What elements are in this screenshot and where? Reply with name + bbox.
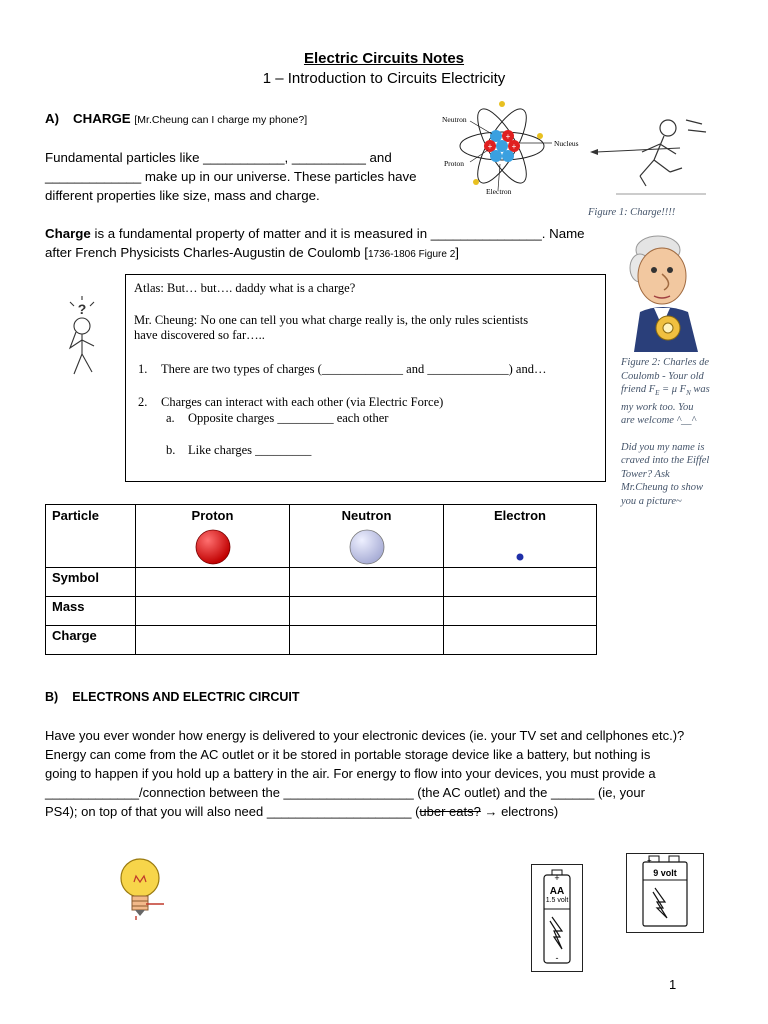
list-text: Like charges _________	[188, 443, 312, 457]
atom-diagram	[440, 98, 590, 198]
page-number: 1	[669, 977, 677, 992]
dialogue-cheung	[134, 313, 599, 343]
paragraph-line: Energy can come from the AC outlet or it be stored in portable storage device like a battery, but nothing is	[45, 747, 651, 762]
electron-dot	[473, 179, 479, 185]
caption-line: my work too. You	[621, 401, 694, 413]
nine-volt-battery-icon	[627, 854, 703, 932]
header-label: Neutron	[341, 508, 392, 523]
strikethrough-text: uber eats?	[419, 804, 481, 819]
list-number: 1.	[138, 362, 148, 376]
table-header-row	[46, 505, 597, 568]
section-b-heading	[45, 690, 300, 704]
paragraph-line: Have you ever wonder how energy is delivered to your electronic devices (ie. your TV set and cellphones etc.)?	[45, 728, 685, 743]
coulomb-portrait	[618, 230, 718, 352]
caption-line: Tower? Ask	[621, 468, 670, 480]
table-header-neutron	[290, 505, 444, 568]
formula-subscript: E	[655, 389, 660, 398]
list-letter: a.	[166, 411, 175, 425]
caption-line: Mr.Cheung to show	[621, 482, 703, 494]
paragraph-line: Fundamental particles like ___________, __________ and	[45, 150, 392, 165]
row-label-mass: Mass	[46, 597, 136, 626]
section-b-paragraph	[45, 726, 735, 821]
table-cell	[290, 597, 444, 626]
paragraph-line: after French Physicists Charles-Augustin de Coulomb [	[45, 245, 368, 260]
caption-line: Figure 2: Charles de	[621, 357, 709, 368]
nucleus-label: Nucleus	[554, 139, 579, 148]
question-mark: ?	[77, 301, 87, 317]
list-text: There are two types of charges (_____________ and _____________) and…	[161, 362, 547, 376]
bracket: ]	[455, 245, 459, 260]
figure2-caption	[621, 356, 731, 508]
dialogue-atlas: Atlas: But… but…. daddy what is a charge?	[134, 281, 356, 295]
paragraph-line: different properties like size, mass and charge.	[45, 188, 320, 203]
table-cell	[444, 568, 597, 597]
electron-label: Electron	[486, 187, 512, 196]
table-cell	[290, 568, 444, 597]
caption-line: are welcome ^__^	[621, 415, 696, 427]
header-label: Proton	[191, 508, 234, 523]
dialogue-box	[125, 274, 606, 482]
table-row	[46, 568, 597, 597]
caption-line: craved into the Eiffel	[621, 455, 710, 467]
battery-plus: +	[554, 873, 560, 883]
formula-subscript: N	[686, 389, 691, 398]
list-number: 2.	[138, 395, 148, 409]
formula-text: was	[690, 384, 710, 395]
neutron-label: Neutron	[442, 115, 467, 124]
paragraph-line: going to happen if you hold up a battery in the air. For energy to flow into your devices, you must provide a	[45, 766, 656, 781]
caption-line: Did you my name is	[621, 441, 705, 453]
row-label-charge: Charge	[46, 626, 136, 655]
caption-line: friend F	[621, 384, 656, 395]
light-bulb-icon	[116, 856, 168, 922]
paragraph-line: is a fundamental property of matter and it is measured in _______________. Name	[90, 226, 585, 241]
row-label-symbol: Symbol	[46, 568, 136, 597]
figure1-caption: Figure 1: Charge!!!!	[588, 207, 676, 218]
table-cell	[136, 626, 290, 655]
proton-sign: +	[487, 142, 493, 151]
proton-label: Proton	[444, 159, 465, 168]
table-header-particle: Particle	[46, 505, 136, 568]
list-item-1	[138, 362, 547, 377]
aa-voltage: 1.5 volt	[545, 897, 569, 904]
table-row	[46, 626, 597, 655]
thinking-figure	[60, 292, 108, 380]
caption-line: you a picture~	[621, 495, 682, 507]
paragraph-line: _____________ make up in our universe. These particles have	[45, 169, 417, 184]
dialogue-line: Mr. Cheung: No one can tell you what charge really is, the only rules scientists	[134, 313, 529, 327]
nine-volt-label: 9 volt	[653, 868, 677, 878]
section-a-title: CHARGE	[73, 111, 131, 126]
table-header-proton	[136, 505, 290, 568]
table-header-electron	[444, 505, 597, 568]
list-text: Charges can interact with each other (via Electric Force)	[161, 395, 444, 409]
table-cell	[290, 626, 444, 655]
list-item-2a	[166, 411, 389, 426]
list-letter: b.	[166, 443, 176, 457]
table-cell	[136, 568, 290, 597]
dialogue-line: have discovered so far…..	[134, 328, 265, 342]
formula-text: = μ F	[659, 384, 687, 395]
aa-label: AA	[549, 886, 565, 897]
charge-term: Charge	[45, 226, 91, 241]
paragraph-line: PS4); on top of that you will also need ____________________ (	[45, 804, 420, 819]
particles-paragraph	[45, 148, 425, 205]
section-a-note: [Mr.Cheung can I charge my phone?]	[134, 114, 308, 126]
caption-line: Coulomb - Your old	[621, 370, 704, 382]
neutron-ball	[347, 527, 387, 567]
list-text: Opposite charges _________ each other	[188, 411, 389, 425]
battery-minus: -	[555, 953, 559, 963]
section-b-label: B)	[45, 690, 59, 704]
section-a-label: A)	[45, 111, 60, 126]
page-subtitle: 1 – Introduction to Circuits Electricity	[262, 70, 506, 87]
proton-sign: +	[505, 132, 511, 141]
section-a-heading	[45, 111, 307, 126]
proton-sign: +	[511, 142, 517, 151]
charging-stick-figure	[586, 110, 716, 200]
charge-paragraph	[45, 224, 610, 264]
header-label: Electron	[493, 508, 546, 523]
nine-volt-battery-frame	[626, 853, 704, 933]
proton-ball	[193, 527, 233, 567]
electron-dot	[499, 101, 505, 107]
page-title: Electric Circuits Notes	[303, 50, 465, 67]
electron-ball	[510, 527, 530, 567]
battery-plus: +	[647, 856, 652, 865]
coulomb-dates: 1736-1806 Figure 2	[367, 249, 456, 260]
table-row	[46, 597, 597, 626]
table-cell	[444, 626, 597, 655]
list-item-2	[138, 395, 444, 410]
electron-dot	[537, 133, 543, 139]
particle-table	[45, 504, 597, 655]
table-cell	[444, 597, 597, 626]
aa-battery-frame	[531, 864, 583, 972]
paragraph-line: _____________/connection between the __________________ (the AC outlet) and the ______ (ie, your	[45, 785, 645, 800]
section-b-title: ELECTRONS AND ELECTRIC CIRCUIT	[72, 690, 300, 704]
nucleus	[484, 130, 520, 162]
list-item-2b	[166, 443, 312, 458]
table-cell	[136, 597, 290, 626]
paragraph-line: → electrons)	[480, 804, 559, 819]
